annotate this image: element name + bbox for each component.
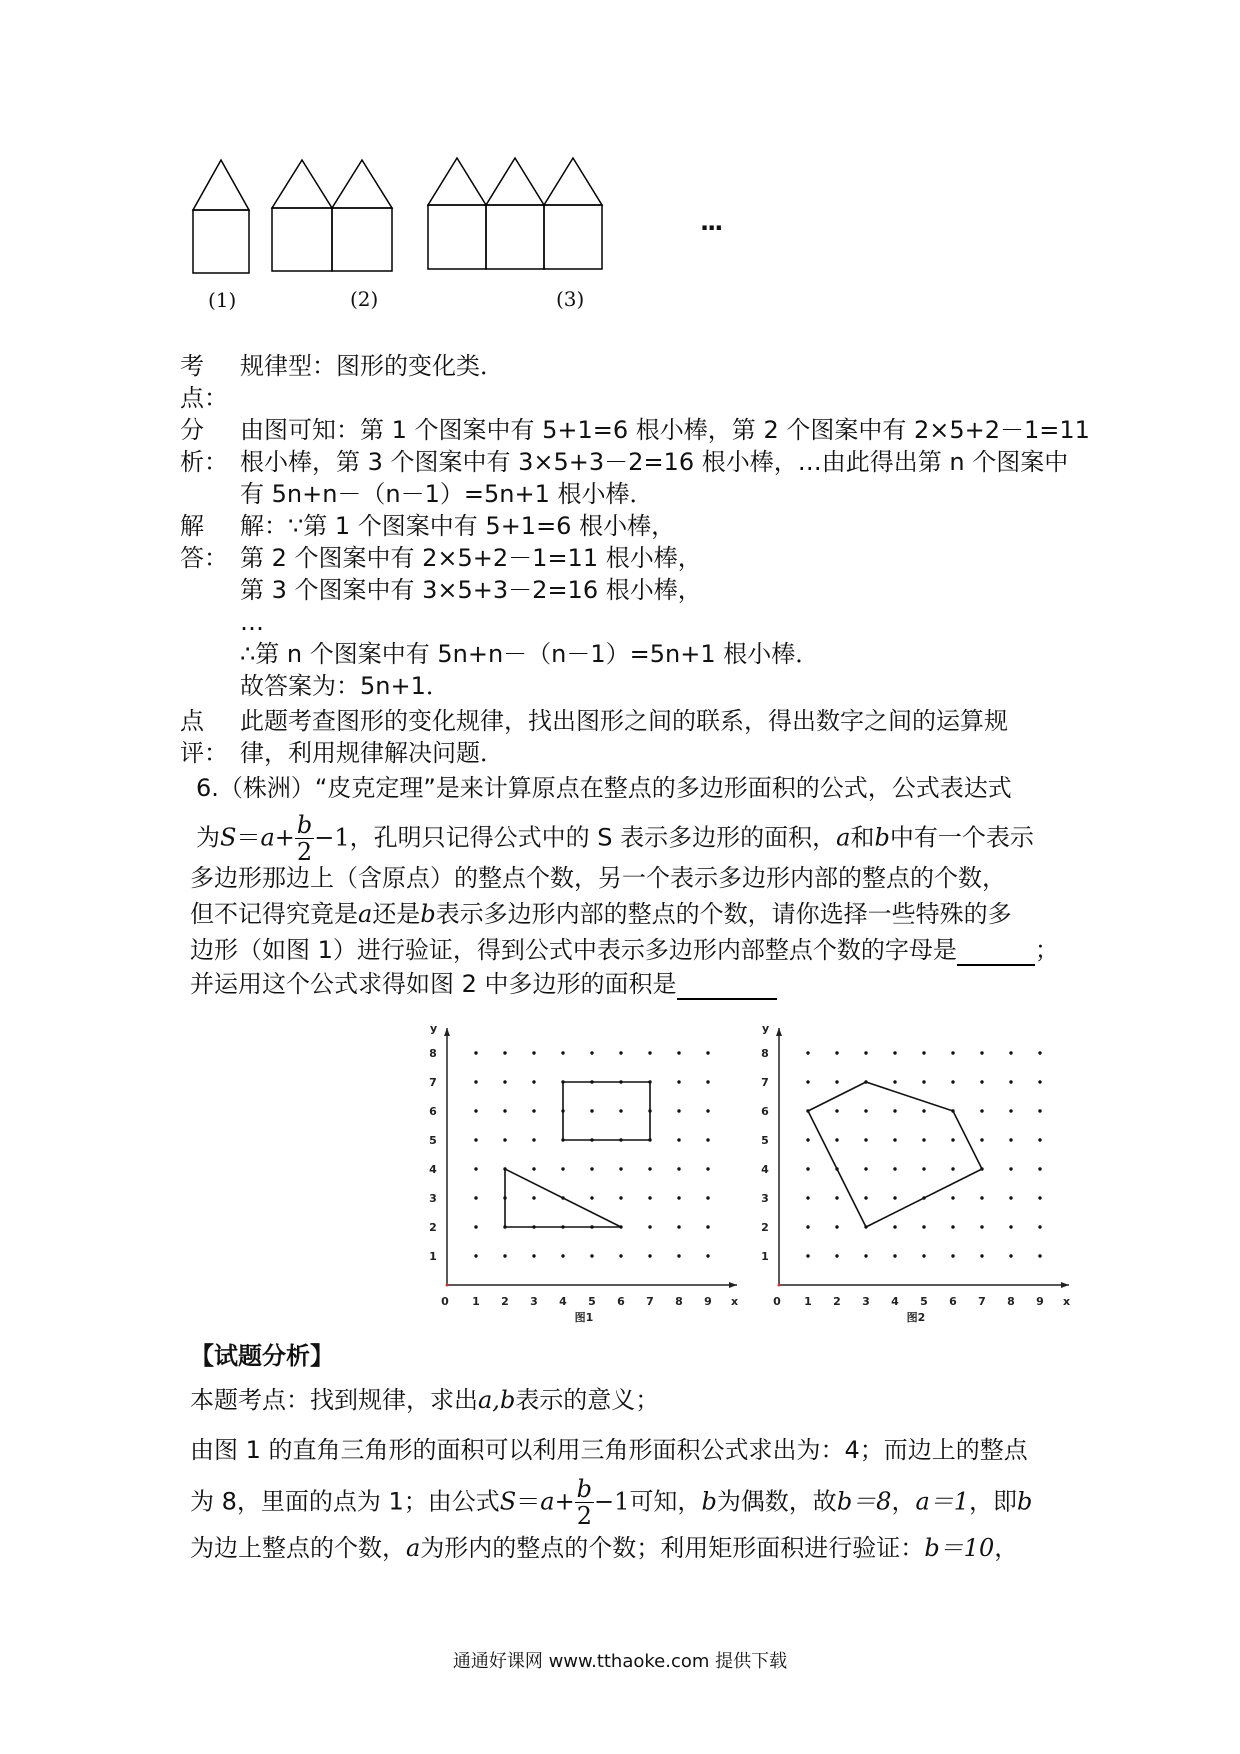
fig2-y-tick-label: 6	[761, 1105, 769, 1118]
fig2-x-tick-label: 8	[1007, 1295, 1015, 1308]
fig2-lattice-dot	[893, 1051, 896, 1054]
fig2-lattice-dot	[922, 1080, 925, 1083]
fig1-lattice-dot	[590, 1254, 593, 1257]
fig2-lattice-dot	[864, 1254, 867, 1257]
analysis-line-1-pre: 本题考点：找到规律，求出	[190, 1386, 478, 1414]
fig1-lattice-dot	[474, 1196, 477, 1199]
fig2-lattice-dot	[1009, 1051, 1012, 1054]
jieda-line-6: 故答案为：5n+1．	[240, 672, 450, 700]
fig1-x-tick-label: 0	[441, 1295, 449, 1308]
fig2-lattice-dot	[806, 1080, 809, 1083]
analysis-line-4-mid: 为形内的整点的个数；利用矩形面积进行验证：	[420, 1534, 925, 1562]
fig1-lattice-dot	[677, 1109, 680, 1112]
fig2-y-arrow	[776, 1028, 782, 1036]
fig2-lattice-dot	[980, 1109, 983, 1112]
house-ellipsis: ···	[700, 214, 722, 242]
fig2-x-tick-label: 0	[773, 1295, 781, 1308]
fig2-lattice-dot	[1009, 1225, 1012, 1228]
house-2-body-1	[272, 208, 332, 271]
fig2-lattice-dot	[893, 1138, 896, 1141]
fig2-origin-mark	[778, 1284, 781, 1287]
fig1-lattice-dot	[648, 1051, 651, 1054]
fig1-lattice-dot	[532, 1138, 535, 1141]
fig1-y-tick-label: 7	[429, 1076, 437, 1089]
fig2-y-tick-label: 4	[761, 1163, 769, 1176]
fig2-lattice-dot	[1038, 1051, 1041, 1054]
fig1-lattice-dot	[474, 1138, 477, 1141]
fig1-lattice-dot	[532, 1080, 535, 1083]
house-2-roof-1	[272, 160, 332, 208]
kaodian-label-1: 考	[180, 352, 204, 380]
question-line-2-mid: 和	[850, 823, 875, 852]
question-line-6	[190, 968, 777, 1000]
fig1-lattice-dot	[503, 1051, 506, 1054]
fig2-x-tick-label: 3	[862, 1295, 870, 1308]
fig1-lattice-dot	[677, 1196, 680, 1199]
fig2-lattice-dot	[980, 1138, 983, 1141]
fig1-lattice-dot	[619, 1109, 622, 1112]
fig1-lattice-dot	[532, 1254, 535, 1257]
fig1-x-tick-label: 8	[675, 1295, 683, 1308]
fig2-lattice-dot	[1009, 1138, 1012, 1141]
formula-numerator: b	[296, 811, 313, 839]
fenxi-line-3: 有 5n+n－（n－1）=5n+1 根小棒．	[240, 480, 654, 508]
analysis-line-3-b2: b	[1017, 1487, 1033, 1516]
fig1-triangle	[505, 1169, 621, 1227]
analysis-line-1-post: 表示的意义；	[515, 1386, 660, 1414]
fig2-polygon	[808, 1082, 982, 1227]
house-3-body-2	[486, 205, 544, 269]
fig2-lattice-dot	[893, 1196, 896, 1199]
house-3-roof-1	[428, 158, 486, 205]
fig1-lattice-dot	[561, 1167, 564, 1170]
fig2-lattice-dot	[835, 1051, 838, 1054]
question-line-3: 多边形那边上（含原点）的整点个数，另一个表示多边形内部的整点的个数，	[190, 864, 1006, 892]
question-line-4-mid: 还是	[372, 900, 421, 928]
fig2-lattice-dot	[864, 1109, 867, 1112]
fig2-lattice-dot	[864, 1051, 867, 1054]
question-line-5	[190, 934, 1059, 966]
question-line-5-end: ；	[1034, 936, 1059, 964]
analysis-formula-minus-one: −1	[594, 1487, 630, 1516]
fig2-lattice-dot	[835, 1254, 838, 1257]
analysis-line-3-post: 可知，	[629, 1487, 702, 1516]
fig1-x-axis-label: x	[731, 1295, 739, 1308]
house-1-body	[193, 210, 249, 273]
fig1-lattice-dot	[532, 1196, 535, 1199]
formula-s: S	[220, 823, 237, 852]
fig1-y-tick-label: 6	[429, 1105, 437, 1118]
jieda-label-1: 解	[180, 512, 204, 540]
fig2-lattice-dot	[835, 1138, 838, 1141]
fig2-lattice-dot	[806, 1225, 809, 1228]
question-line-4-pre: 但不记得究竟是	[190, 900, 358, 928]
fig1-lattice-dot	[677, 1051, 680, 1054]
fig2-lattice-dot	[951, 1080, 954, 1083]
question-line-2-post: ，孔明只记得公式中的 S 表示多边形的面积，	[349, 823, 837, 852]
house-label-2: (2)	[350, 287, 379, 311]
analysis-formula-fraction	[575, 1476, 594, 1529]
question-line-2	[196, 812, 1034, 865]
fig1-lattice-dot	[619, 1196, 622, 1199]
fig2-lattice-dot	[922, 1167, 925, 1170]
fig2-lattice-dot	[893, 1254, 896, 1257]
fig2-y-tick-label: 1	[761, 1250, 769, 1263]
fig2-y-tick-label: 8	[761, 1047, 769, 1060]
fig1-lattice-dot	[706, 1254, 709, 1257]
fig1-y-tick-label: 4	[429, 1163, 437, 1176]
fig2-lattice-dot	[980, 1196, 983, 1199]
fig2-y-axis-label: y	[762, 1022, 770, 1035]
page-footer: 通通好课网 www.tthaoke.com 提供下载	[452, 1651, 788, 1672]
fig1-y-tick-label: 3	[429, 1192, 437, 1205]
fig1-y-tick-label: 8	[429, 1047, 437, 1060]
jieda-line-1: 解：∵第 1 个图案中有 5+1=6 根小棒，	[240, 512, 676, 540]
fig2-x-tick-label: 1	[804, 1295, 812, 1308]
answer-blank-1[interactable]	[957, 938, 1035, 966]
fig2-lattice-dot	[1038, 1254, 1041, 1257]
question-line-6-text: 并运用这个公式求得如图 2 中多边形的面积是	[190, 970, 677, 998]
kaodian-label-2: 点：	[180, 384, 228, 412]
fig1-lattice-dot	[648, 1196, 651, 1199]
fig1-lattice-dot	[532, 1167, 535, 1170]
jieda-line-2: 第 2 个图案中有 2×5+2－1=11 根小棒，	[240, 544, 702, 572]
fig2-lattice-dot	[1009, 1080, 1012, 1083]
fig1-lattice-dot	[648, 1225, 651, 1228]
analysis-line-4	[190, 1532, 1018, 1564]
analysis-formula-s: S	[499, 1487, 517, 1516]
answer-blank-2[interactable]	[677, 972, 777, 1000]
fig1-lattice-dot	[503, 1138, 506, 1141]
fig2-y-tick-label: 7	[761, 1076, 769, 1089]
fig2-x-tick-label: 5	[920, 1295, 928, 1308]
house-3-body-1	[428, 205, 486, 269]
analysis-line-3-b: b	[701, 1487, 717, 1516]
question-line-5-text: 边形（如图 1）进行验证，得到公式中表示多边形内部整点个数的字母是	[190, 936, 957, 964]
fig1-lattice-dot	[532, 1109, 535, 1112]
analysis-line-1-vars: a,b	[478, 1386, 516, 1414]
fig2-lattice-dot	[922, 1109, 925, 1112]
fig2-lattice-dot	[1038, 1225, 1041, 1228]
jieda-line-5: ∴第 n 个图案中有 5n+n－（n－1）=5n+1 根小棒．	[240, 640, 820, 668]
fig2-x-tick-label: 9	[1036, 1295, 1044, 1308]
question-var-a: a	[836, 823, 851, 852]
fig1-x-tick-label: 3	[530, 1295, 538, 1308]
analysis-line-4-a: a	[406, 1534, 421, 1562]
fig1-lattice-dot	[619, 1254, 622, 1257]
fig2-lattice-dot	[835, 1225, 838, 1228]
fig2-lattice-dot	[1009, 1254, 1012, 1257]
fig2-lattice-dot	[893, 1225, 896, 1228]
analysis-line-1	[190, 1384, 659, 1416]
dianping-line-1: 此题考查图形的变化规律，找出图形之间的联系，得出数字之间的运算规	[240, 707, 1008, 735]
fig2-lattice-dot	[864, 1167, 867, 1170]
fig2-lattice-dot	[1038, 1109, 1041, 1112]
fig2-x-tick-label: 2	[833, 1295, 841, 1308]
fig2-lattice-dot	[922, 1138, 925, 1141]
fig1-lattice-dot	[503, 1080, 506, 1083]
fig2-lattice-dot	[1038, 1196, 1041, 1199]
fig2-lattice-dot	[951, 1167, 954, 1170]
dianping-line-2: 律，利用规律解决问题．	[240, 739, 504, 767]
fig2-lattice-dot	[922, 1051, 925, 1054]
fig1-x-tick-label: 1	[472, 1295, 480, 1308]
fig1-y-tick-label: 1	[429, 1250, 437, 1263]
fig2-x-tick-label: 7	[978, 1295, 986, 1308]
analysis-line-3-even: 为偶数，故	[716, 1487, 837, 1516]
fig1-lattice-dot	[706, 1196, 709, 1199]
analysis-formula-numerator: b	[576, 1475, 593, 1503]
fig2-lattice-dot	[806, 1196, 809, 1199]
fig2-lattice-dot	[806, 1167, 809, 1170]
fig1-lattice-dot	[474, 1254, 477, 1257]
fig2-lattice-dot	[922, 1225, 925, 1228]
fig1-lattice-dot	[590, 1167, 593, 1170]
fig2-caption: 图2	[906, 1311, 926, 1324]
fig2-lattice-dot	[980, 1225, 983, 1228]
question-line-4	[190, 898, 1012, 930]
fig2-lattice-dot	[864, 1138, 867, 1141]
analysis-formula-a: a	[540, 1487, 555, 1516]
fig2-x-tick-label: 4	[891, 1295, 899, 1308]
fig1-lattice-dot	[706, 1225, 709, 1228]
analysis-line-3	[190, 1476, 1032, 1529]
fenxi-label-2: 析：	[180, 448, 228, 476]
fig1-lattice-dot	[677, 1167, 680, 1170]
fig1-lattice-dot	[677, 1225, 680, 1228]
fenxi-label-1: 分	[180, 416, 204, 444]
fig2-lattice-dot	[1038, 1138, 1041, 1141]
fig2-y-tick-label: 3	[761, 1192, 769, 1205]
fig1-x-tick-label: 6	[617, 1295, 625, 1308]
fig1-lattice-dot	[561, 1051, 564, 1054]
fig1-x-tick-label: 9	[704, 1295, 712, 1308]
fig2-x-tick-label: 6	[949, 1295, 957, 1308]
question-line-2-end: 中有一个表示	[889, 823, 1034, 852]
dianping-label-1: 点	[180, 707, 204, 735]
fig1-lattice-dot	[474, 1080, 477, 1083]
fig1-x-tick-label: 2	[501, 1295, 509, 1308]
house-label-3: (3)	[556, 287, 585, 311]
fig1-lattice-dot	[706, 1080, 709, 1083]
fig1-y-arrow	[444, 1028, 450, 1036]
jieda-line-4: …	[240, 608, 264, 636]
fig1-lattice-dot	[619, 1167, 622, 1170]
fig2-lattice-dot	[835, 1080, 838, 1083]
fig1-lattice-dot	[474, 1167, 477, 1170]
fig1-lattice-dot	[590, 1196, 593, 1199]
fig2-lattice-dot	[893, 1080, 896, 1083]
fig1-x-tick-label: 4	[559, 1295, 567, 1308]
fig1-lattice-dot	[503, 1254, 506, 1257]
fig2-lattice-dot	[806, 1051, 809, 1054]
analysis-line-4-end: ，	[994, 1534, 1019, 1562]
fig1-lattice-dot	[474, 1109, 477, 1112]
fig2-lattice-dot	[951, 1051, 954, 1054]
question-line-4-b: b	[420, 900, 436, 928]
house-1-roof	[193, 160, 249, 210]
fig1-lattice-dot	[619, 1051, 622, 1054]
house-3-body-3	[544, 205, 602, 269]
analysis-line-3-comma: ，	[891, 1487, 916, 1516]
fig2-x-arrow	[1061, 1282, 1069, 1288]
fig1-origin-mark	[446, 1284, 449, 1287]
fig2-lattice-dot	[1009, 1167, 1012, 1170]
question-var-b: b	[874, 823, 890, 852]
analysis-heading: 【试题分析】	[190, 1342, 334, 1370]
question-line-2-pre: 为	[196, 823, 220, 852]
house-2-roof-2	[332, 160, 392, 208]
fig2-lattice-dot	[893, 1109, 896, 1112]
analysis-formula-eq: ＝	[516, 1487, 541, 1516]
formula-fraction	[295, 812, 314, 865]
fig2-lattice-dot	[951, 1225, 954, 1228]
fig2-lattice-dot	[806, 1254, 809, 1257]
fig1-lattice-dot	[677, 1254, 680, 1257]
analysis-line-4-pre: 为边上整点的个数，	[190, 1534, 406, 1562]
kaodian-text: 规律型：图形的变化类．	[240, 352, 504, 380]
analysis-line-3-pre: 为 8，里面的点为 1；由公式	[190, 1487, 500, 1516]
fig1-lattice-dot	[590, 1051, 593, 1054]
fig1-lattice-dot	[677, 1080, 680, 1083]
grid-figures	[0, 1000, 1240, 1330]
analysis-line-3-a1: a＝1	[915, 1487, 970, 1516]
fig2-y-tick-label: 5	[761, 1134, 769, 1147]
jieda-label-2: 答：	[180, 544, 228, 572]
formula-minus-one: −1	[314, 823, 350, 852]
fig1-lattice-dot	[706, 1109, 709, 1112]
fig1-rectangle	[563, 1082, 650, 1140]
fenxi-line-2: 根小棒，第 3 个图案中有 3×5+3－2=16 根小棒，…由此得出第 n 个图案中	[240, 448, 1069, 476]
fig2-lattice-dot	[980, 1051, 983, 1054]
fig2-lattice-dot	[1009, 1109, 1012, 1112]
fenxi-line-1: 由图可知：第 1 个图案中有 5+1=6 根小棒，第 2 个图案中有 2×5+2－1=11	[240, 416, 1090, 444]
question-line-4-post: 表示多边形内部的整点的个数，请你选择一些特殊的多	[435, 900, 1012, 928]
fig2-x-axis-label: x	[1063, 1295, 1071, 1308]
dianping-label-2: 评：	[180, 739, 228, 767]
formula-eq: ＝	[236, 823, 261, 852]
fig2-lattice-dot	[1009, 1196, 1012, 1199]
analysis-line-4-b10: b＝10	[924, 1534, 995, 1562]
fig2-lattice-dot	[980, 1080, 983, 1083]
fig2-lattice-dot	[951, 1254, 954, 1257]
fig1-lattice-dot	[706, 1167, 709, 1170]
fig2-lattice-dot	[1038, 1080, 1041, 1083]
formula-a: a	[260, 823, 275, 852]
fig1-y-tick-label: 5	[429, 1134, 437, 1147]
fig2-lattice-dot	[835, 1109, 838, 1112]
analysis-formula-denominator: 2	[576, 1502, 592, 1530]
fig1-lattice-dot	[706, 1138, 709, 1141]
fig1-lattice-dot	[648, 1254, 651, 1257]
fig1-lattice-dot	[561, 1254, 564, 1257]
fig2-lattice-dot	[893, 1167, 896, 1170]
fig2-lattice-dot	[922, 1254, 925, 1257]
fig2-lattice-dot	[835, 1196, 838, 1199]
jieda-line-3: 第 3 个图案中有 3×5+3－2=16 根小棒，	[240, 576, 702, 604]
fig2-y-tick-label: 2	[761, 1221, 769, 1234]
analysis-line-3-b8: b＝8	[836, 1487, 892, 1516]
fig1-x-tick-label: 5	[588, 1295, 596, 1308]
fig1-caption: 图1	[574, 1311, 594, 1324]
fig1-lattice-dot	[648, 1167, 651, 1170]
fig1-x-tick-label: 7	[646, 1295, 654, 1308]
fig2-lattice-dot	[951, 1138, 954, 1141]
fig1-lattice-dot	[503, 1109, 506, 1112]
fig1-lattice-dot	[706, 1051, 709, 1054]
fig1-lattice-dot	[474, 1051, 477, 1054]
fig1-lattice-dot	[532, 1051, 535, 1054]
analysis-line-2: 由图 1 的直角三角形的面积可以利用三角形面积公式求出为：4；而边上的整点	[190, 1436, 1028, 1464]
houses-figure	[180, 150, 740, 310]
question-line-1: 6.（株洲）“皮克定理”是来计算原点在整点的多边形面积的公式，公式表达式	[196, 774, 1012, 802]
analysis-line-3-end: ，即	[969, 1487, 1018, 1516]
fig2-lattice-dot	[864, 1196, 867, 1199]
formula-denominator: 2	[296, 838, 313, 866]
fig1-y-axis-label: y	[430, 1022, 438, 1035]
house-label-1: (1)	[208, 288, 237, 312]
fig1-lattice-dot	[590, 1109, 593, 1112]
fig1-lattice-dot	[677, 1138, 680, 1141]
fig1-x-arrow	[729, 1282, 737, 1288]
house-2-body-2	[332, 208, 392, 271]
fig2-lattice-dot	[1038, 1167, 1041, 1170]
house-3-roof-3	[544, 158, 602, 205]
fig2-lattice-dot	[980, 1254, 983, 1257]
fig2-lattice-dot	[951, 1196, 954, 1199]
question-line-4-a: a	[358, 900, 373, 928]
fig1-y-tick-label: 2	[429, 1221, 437, 1234]
formula-plus: +	[274, 823, 295, 852]
house-3-roof-2	[486, 158, 544, 205]
fig1-lattice-dot	[474, 1225, 477, 1228]
fig2-lattice-dot	[806, 1138, 809, 1141]
analysis-formula-plus: +	[554, 1487, 575, 1516]
